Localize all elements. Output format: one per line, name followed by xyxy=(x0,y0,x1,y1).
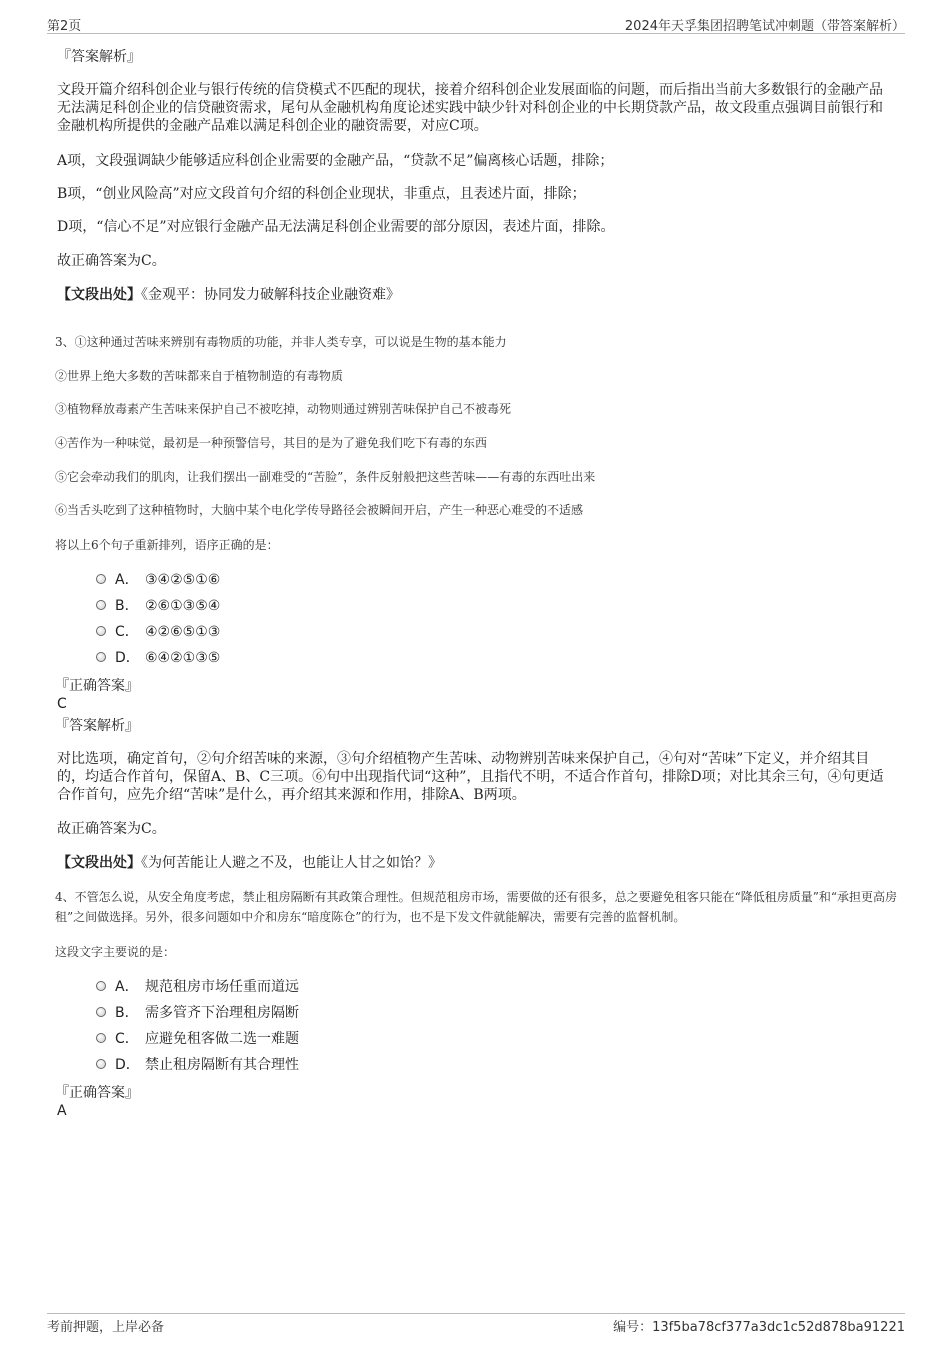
q4-option-c[interactable] xyxy=(96,1030,299,1048)
q3-sentence-5: ⑤它会牵动我们的肌肉，让我们摆出一副难受的“苦脸”，条件反射般把这些苦味——有毒的东西吐出来 xyxy=(55,470,596,484)
page-number: 第2页 xyxy=(47,19,82,34)
option-letter: B． xyxy=(115,1005,139,1021)
q4-option-d[interactable] xyxy=(96,1056,299,1074)
q3-option-b[interactable] xyxy=(96,597,220,615)
q3-sentence-1: 3、①这种通过苦味来辨别有毒物质的功能，并非人类专享，可以说是生物的基本能力 xyxy=(55,335,507,349)
q3-prompt: 将以上6个句子重新排列，语序正确的是： xyxy=(55,538,279,552)
document-code: 编号：13f5ba78cf377a3dc1c52d878ba91221 xyxy=(613,1320,905,1335)
q3-option-c[interactable] xyxy=(96,623,220,641)
q2-source-label: 【文段出处】 xyxy=(57,287,141,303)
q4-option-a[interactable] xyxy=(96,978,299,996)
q3-sentence-6: ⑥当舌头吃到了这种植物时，大脑中某个电化学传导路径会被瞬间开启，产生一种恶心难受的不适感 xyxy=(55,503,584,517)
document-title: 2024年天孚集团招聘笔试冲刺题（带答案解析） xyxy=(624,19,905,34)
q2-conclusion: 故正确答案为C。 xyxy=(57,253,166,269)
q3-analysis-label: 『答案解析』 xyxy=(55,718,139,734)
option-letter: A． xyxy=(115,979,139,995)
q3-option-d[interactable] xyxy=(96,649,220,667)
q3-option-a[interactable] xyxy=(96,571,220,589)
option-text: ⑥④②①③⑤ xyxy=(145,650,221,666)
q4-answer: A xyxy=(57,1103,67,1119)
option-text: 禁止租房隔断有其合理性 xyxy=(145,1057,299,1073)
option-letter: C． xyxy=(115,1031,139,1047)
q2-option-b-explanation: B项，“创业风险高”对应文段首句介绍的科创企业现状，非重点，且表述片面，排除； xyxy=(57,186,586,202)
q2-option-a-explanation: A项，文段强调缺少能够适应科创企业需要的金融产品，“贷款不足”偏离核心话题，排除； xyxy=(57,153,614,169)
radio-button[interactable] xyxy=(96,626,106,636)
q4-stem: 4、不管怎么说，从安全角度考虑，禁止租房隔断有其政策合理性。但规范租房市场，需要做的还有很多，总之要避免租客只能在“降低租房质量”和“承担更高房租”之间做选择。另外，很多问题如中介和房东“暗度陈仓”的行为，也不是下发文件就能解决，需要有完善的监督机制。 xyxy=(55,890,898,924)
q4-prompt: 这段文字主要说的是： xyxy=(55,945,176,959)
q2-analysis-text: 文段开篇介绍科创企业与银行传统的信贷模式不匹配的现状，接着介绍科创企业发展面临的问题，而后指出当前大多数银行的金融产品无法满足科创企业的信贷融资需求，尾句从金融机构角度论述实践中缺少针对科创企业的中长期贷款产品，故文段重点强调目前银行和金融机构所提供的金融产品难以满足科创企业的融资需要，对应C项。 xyxy=(57,82,883,134)
option-text: ②⑥①③⑤④ xyxy=(145,598,221,614)
radio-button[interactable] xyxy=(96,1033,106,1043)
option-letter: D． xyxy=(115,1057,140,1073)
q2-analysis-label: 『答案解析』 xyxy=(57,49,141,65)
page-footer xyxy=(47,1313,905,1338)
q3-sentence-2: ②世界上绝大多数的苦味都来自于植物制造的有毒物质 xyxy=(55,369,344,383)
q3-analysis-text: 对比选项，确定首句，②句介绍苦味的来源，③句介绍植物产生苦味、动物辨别苦味来保护自己，④句对“苦味”下定义，并介绍其目的，均适合作首句，保留A、B、C三项。⑥句中出现指代词“这种”，且指代不明，不适合作首句，排除D项；对比其余三句，④句更适合作首句，应先介绍“苦味”是什么，再介绍其来源和作用，排除A、B两项。 xyxy=(57,751,884,803)
q2-option-d-explanation: D项，“信心不足”对应银行金融产品无法满足科创企业需要的部分原因，表述片面，排除。 xyxy=(57,219,615,235)
q3-source-text: 《为何苦能让人避之不及，也能让人甘之如饴？》 xyxy=(141,855,442,871)
radio-button[interactable] xyxy=(96,574,106,584)
option-text: ③④②⑤①⑥ xyxy=(145,572,221,588)
radio-button[interactable] xyxy=(96,600,106,610)
option-letter: C． xyxy=(115,624,139,640)
q3-answer-label: 『正确答案』 xyxy=(55,678,139,694)
option-text: ④②⑥⑤①③ xyxy=(145,624,221,640)
option-letter: D． xyxy=(115,650,140,666)
option-text: 需多管齐下治理租房隔断 xyxy=(145,1005,299,1021)
footer-slogan: 考前押题，上岸必备 xyxy=(47,1320,165,1335)
q3-source xyxy=(57,854,895,872)
q3-sentence-3: ③植物释放毒素产生苦味来保护自己不被吃掉，动物则通过辨别苦味保护自己不被毒死 xyxy=(55,402,512,416)
option-letter: B． xyxy=(115,598,139,614)
q3-sentence-4: ④苦作为一种味觉，最初是一种预警信号，其目的是为了避免我们吃下有毒的东西 xyxy=(55,436,488,450)
q3-answer: C xyxy=(57,696,67,712)
q2-source-text: 《金观平：协同发力破解科技企业融资难》 xyxy=(141,287,400,303)
q2-source xyxy=(57,286,895,304)
page-header xyxy=(47,13,905,34)
q3-source-label: 【文段出处】 xyxy=(57,855,141,871)
option-letter: A． xyxy=(115,572,139,588)
option-text: 规范租房市场任重而道远 xyxy=(145,979,299,995)
radio-button[interactable] xyxy=(96,1007,106,1017)
radio-button[interactable] xyxy=(96,981,106,991)
option-text: 应避免租客做二选一难题 xyxy=(145,1031,299,1047)
q3-conclusion: 故正确答案为C。 xyxy=(57,821,166,837)
q4-answer-label: 『正确答案』 xyxy=(55,1085,139,1101)
radio-button[interactable] xyxy=(96,652,106,662)
q4-option-b[interactable] xyxy=(96,1004,299,1022)
radio-button[interactable] xyxy=(96,1059,106,1069)
